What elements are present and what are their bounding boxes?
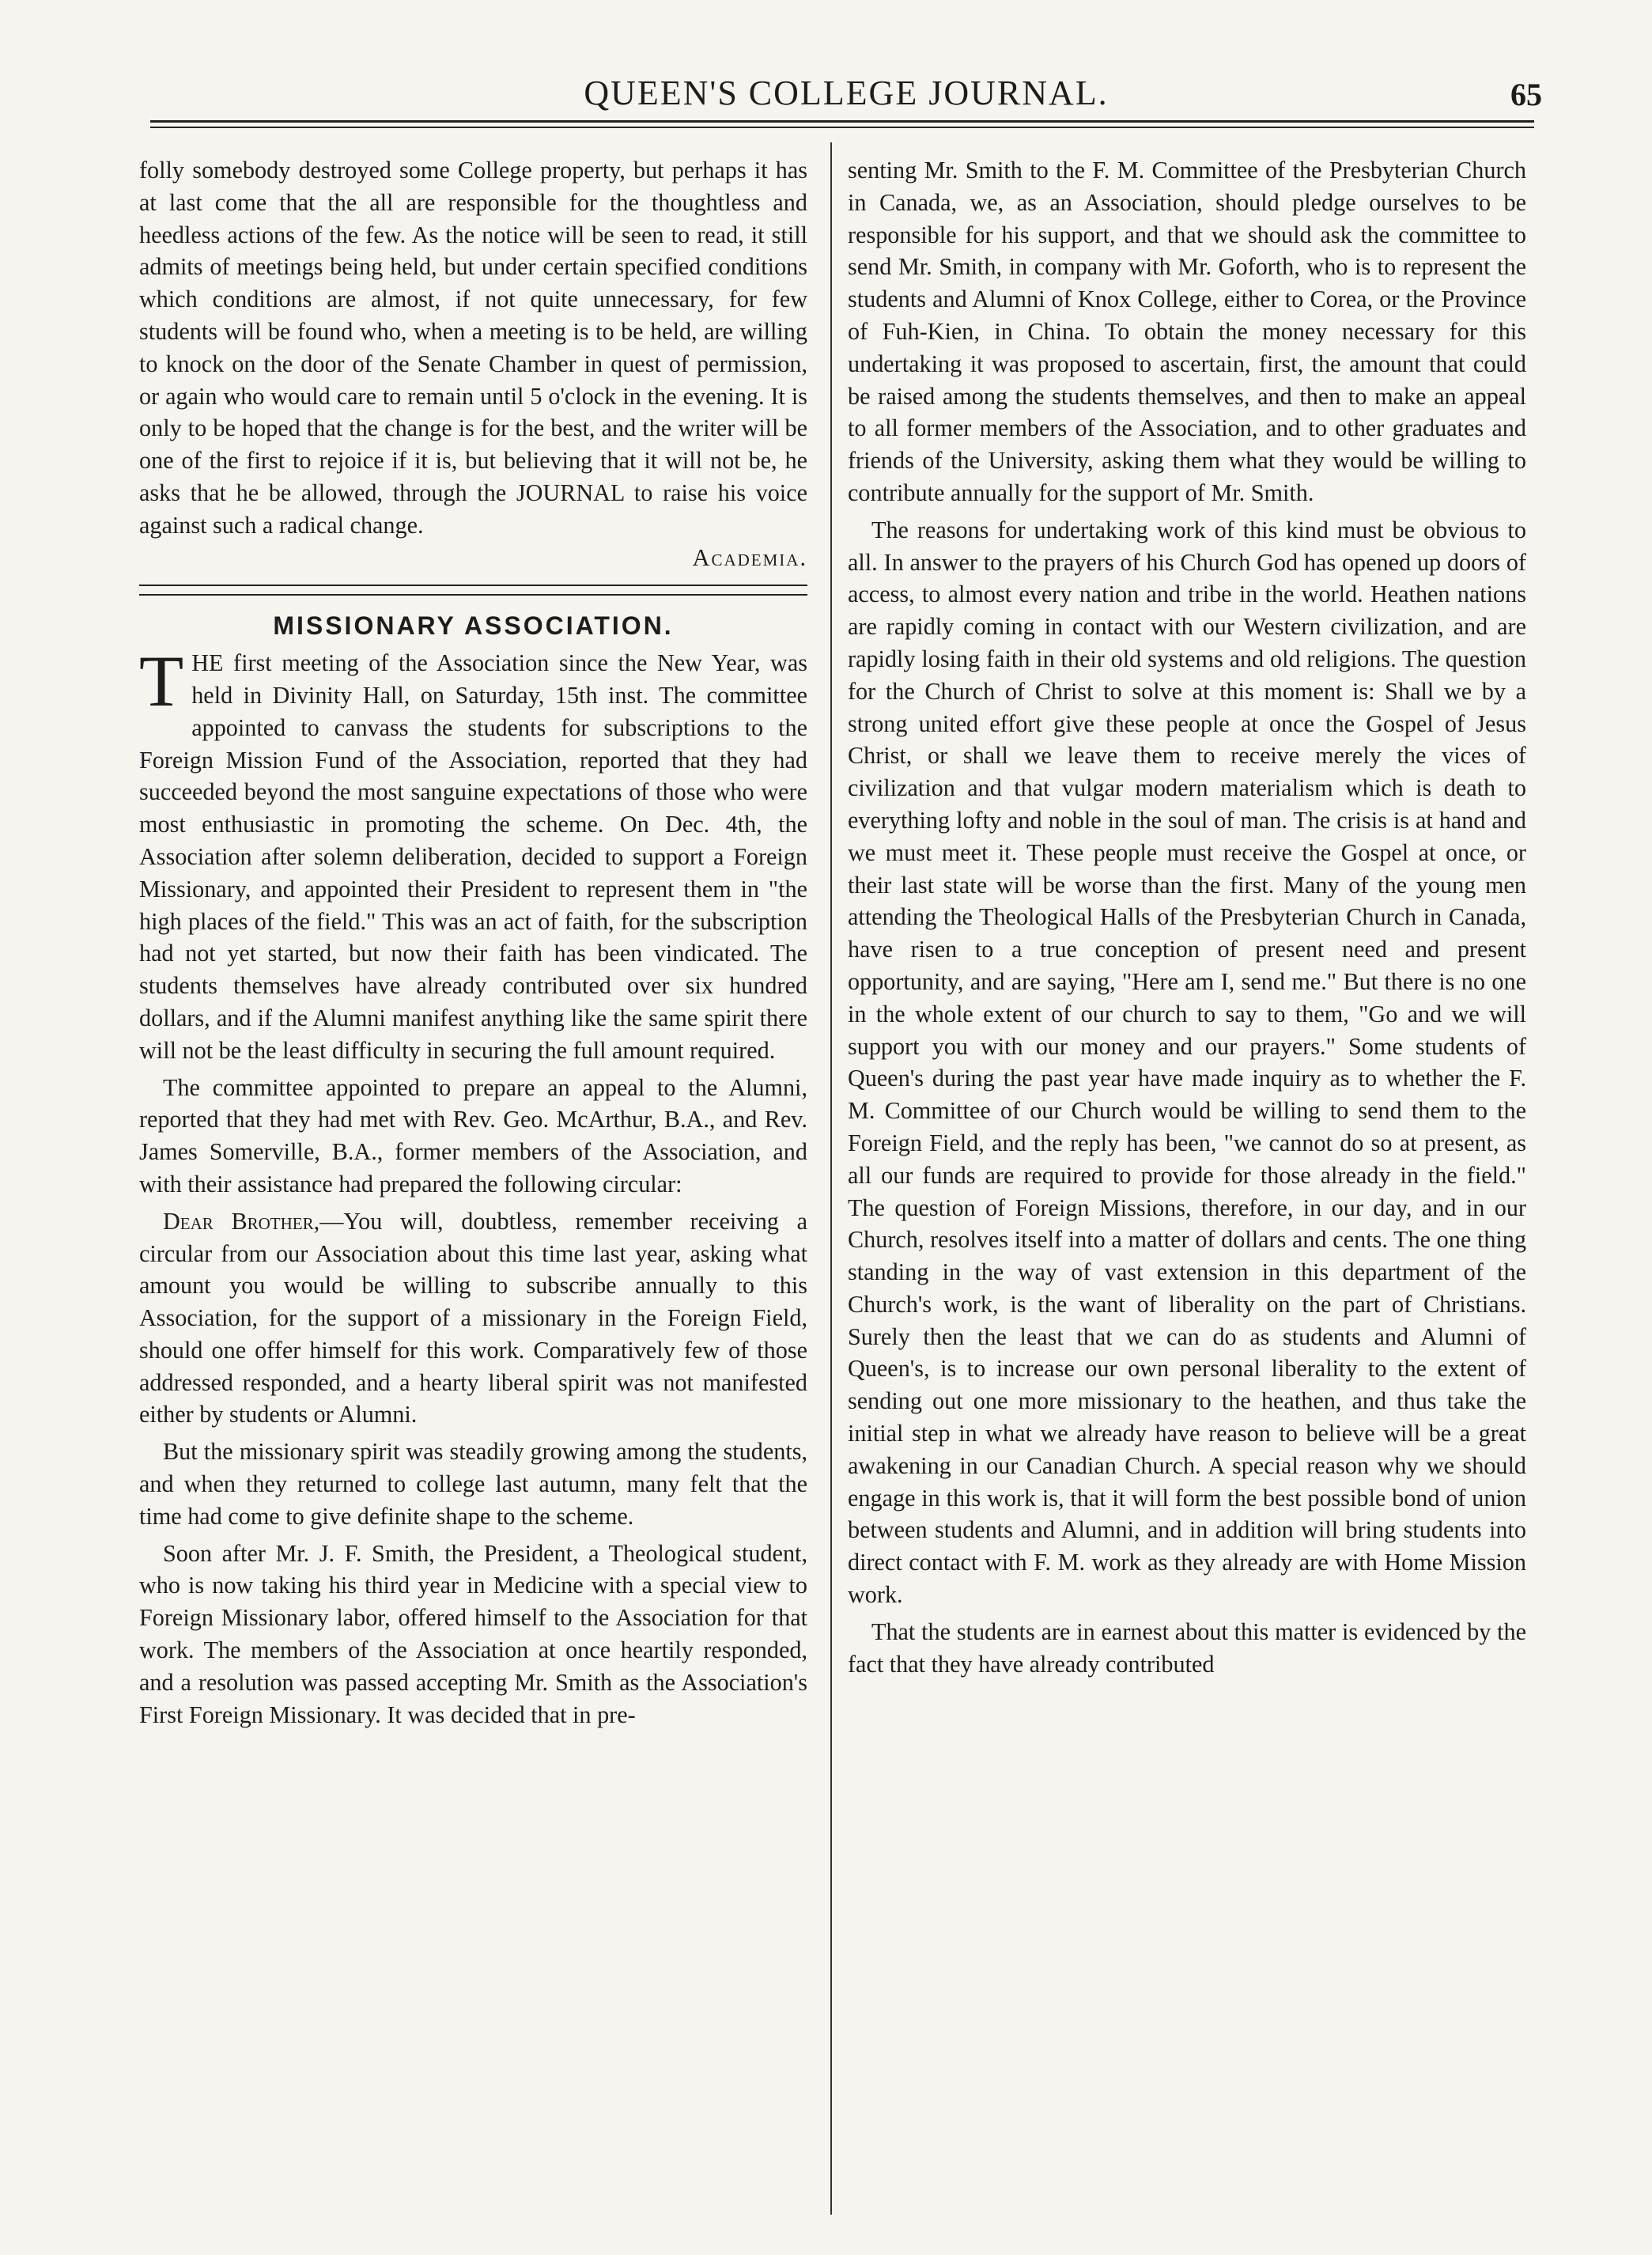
left-paragraph-2	[139, 641, 807, 1066]
header-rule-thin	[150, 127, 1534, 128]
left-paragraph-1: folly somebody destroyed some College property, but perhaps it has at last come that the all are responsible for the thoughtless and heedless actions of the few. As the notice will be seen to read, it still admits of meetings being held, but under certain specified conditions which conditions are almost, if not quite unnecessary, for few students will be found who, when a meeting is to be held, are willing to knock on the door of the Senate Chamber in quest of permission, or again who would care to remain until 5 o'clock in the evening. It is only to be hoped that the change is for the best, and the writer will be one of the first to rejoice if it is, but believing that it will not be, he asks that he be allowed, through the JOURNAL to raise his voice against such a radical change.	[139, 157, 807, 539]
column-divider	[830, 142, 832, 2215]
left-paragraph-2-text: HE first meeting of the Association since the New Year, was held in Divinity Hall, on Saturday, 15th inst. The committee appointed to canvass the students for subscriptions to the Foreign Mission Fund of the Association, reported that they had succeeded beyond the most sanguine expectations of those who were most enthusiastic in promoting the scheme. On Dec. 4th, the Association after solemn deliberation, decided to support a Foreign Missionary, and appointed their President to represent them in "the high places of the field." This was an act of faith, for the subscription had not yet started, but now their faith has been vindicated. The students themselves have already contributed over six hundred dollars, and if the Alumni manifest anything like the same spirit there will not be the least difficulty in securing the full amount required.	[139, 649, 807, 1064]
right-column	[848, 154, 1526, 1680]
left-column	[139, 154, 807, 1731]
left-paragraph-3: The committee appointed to prepare an appeal to the Alumni, reported that they had met with Rev. Geo. McArthur, B.A., and Rev. James Somerville, B.A., former members of the Association, and with their assistance had prepared the following circular:	[139, 1073, 807, 1197]
drop-cap: T	[139, 641, 184, 722]
header-rule	[150, 120, 1534, 123]
right-paragraph-3: That the students are in earnest about this matter is evidenced by the fact that they have already contributed	[848, 1617, 1526, 1678]
section-divider	[139, 585, 807, 596]
right-paragraph-2: The reasons for undertaking work of this kind must be obvious to all. In answer to the prayers of his Church God has opened up doors of access, to almost every nation and tribe in the world. Heathen nations are rapidly coming in contact with our Western civilization, and are rapidly losing faith in their old systems and old religions. The question for the Church of Christ to solve at this moment is: Shall we by a strong united effort give these people at once the Gospel of Jesus Christ, or shall we leave them to receive merely the vices of civilization and that vulgar modern materialism which is death to everything lofty and noble in the soul of man. The crisis is at hand and we must meet it. These people must receive the Gospel at once, or their last state will be worse than the first. Many of the young men attending the Theological Halls of the Presbyterian Church in Canada, have risen to a true conception of present need and present opportunity, and are saying, "Here am I, send me." But there is no one in the whole extent of our church to say to them, "Go and we will support you with our money and our prayers." Some students of Queen's during the past year have made inquiry as to whether the F. M. Committee of our Church would be willing to send them to the Foreign Field, and the reply has been, "we cannot do so at present, as all our funds are required to provide for those already in the field." The question of Foreign Missions, therefore, in our day, and in our Church, resolves itself into a matter of dollars and cents. The one thing standing in the way of vast extension in this department of the Church's work, is the want of liberality on the part of Christians. Surely then the least that we can do as students and Alumni of Queen's, is to increase our own personal liberality to the extent of sending out one more missionary to the heathen, and thus take the initial step in what we already have reason to believe will be a great awakening in our Canadian Church. A special reason why we should engage in this work is, that it will form the best possible bond of union between students and Alumni, and in addition will bring students into direct contact with F. M. work as they already are with Home Mission work.	[848, 516, 1526, 1609]
journal-title: QUEEN'S COLLEGE JOURNAL.	[584, 74, 1109, 112]
left-paragraph-4	[139, 1205, 807, 1432]
section-title: MISSIONARY ASSOCIATION.	[273, 611, 674, 641]
left-paragraph-4-text: —You will, doubtless, remember receiving a circular from our Association about this time last year, asking what amount you would be willing to subscribe annually to this Association, for the support of a missionary in the Foreign Field, should one offer himself for this work. Comparatively few of those addressed responded, and a hearty liberal spirit was not manifested either by students or Alumni.	[139, 1207, 808, 1428]
salutation: Dear Brother,	[163, 1207, 320, 1235]
page-number: 65	[1510, 77, 1542, 112]
left-paragraph-6: Soon after Mr. J. F. Smith, the President, a Theological student, who is now taking his third year in Medicine with a special view to Foreign Missionary labor, offered himself to the Association for that work. The members of the Association at once heartily responded, and a resolution was passed accepting Mr. Smith as the Association's First Foreign Missionary. It was decided that in pre-	[139, 1539, 807, 1728]
right-paragraph-1: senting Mr. Smith to the F. M. Committee of the Presbyterian Church in Canada, we, as an Association, should pledge ourselves to be responsible for his support, and that we should ask the committee to send Mr. Smith, in company with Mr. Goforth, who is to represent the students and Alumni of Knox College, either to Corea, or the Province of Fuh-Kien, in China. To obtain the money necessary for this undertaking it was proposed to ascertain, first, the amount that could be raised among the students themselves, and then to make an appeal to all former members of the Association, and to other graduates and friends of the University, asking them what they would be willing to contribute annually for the support of Mr. Smith.	[848, 157, 1526, 506]
signature: Academia.	[692, 543, 807, 571]
left-paragraph-5: But the missionary spirit was steadily growing among the students, and when they returned to college last autumn, many felt that the time had come to give definite shape to the scheme.	[139, 1438, 807, 1530]
